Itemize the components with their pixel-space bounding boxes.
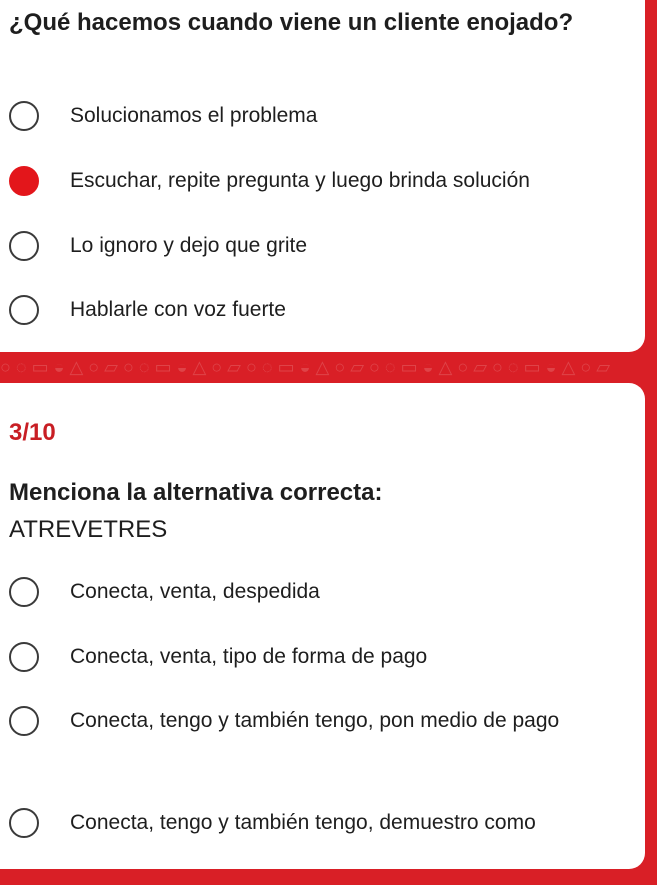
question-counter: 3/10 bbox=[9, 419, 56, 446]
question-card-2 bbox=[0, 383, 645, 869]
radio-button-icon[interactable] bbox=[9, 577, 39, 607]
radio-button-selected-icon[interactable] bbox=[9, 166, 39, 196]
answer-option-5[interactable] bbox=[9, 574, 637, 610]
radio-button-icon[interactable] bbox=[9, 706, 39, 736]
question-2-title: Menciona la alternativa correcta: bbox=[9, 479, 383, 506]
answer-option-4[interactable] bbox=[9, 292, 637, 328]
answer-option-6[interactable] bbox=[9, 639, 637, 675]
question-2-subtitle: ATREVETRES bbox=[9, 516, 168, 543]
answer-option-label: Conecta, tengo y también tengo, demuestro como bbox=[70, 811, 536, 834]
radio-button-icon[interactable] bbox=[9, 808, 39, 838]
question-1-title: ¿Qué hacemos cuando viene un cliente enojado? bbox=[9, 9, 574, 36]
answer-option-7[interactable] bbox=[9, 703, 637, 739]
radio-button-icon[interactable] bbox=[9, 642, 39, 672]
answer-option-label: Solucionamos el problema bbox=[70, 104, 318, 127]
answer-option-2[interactable] bbox=[9, 163, 637, 199]
answer-option-label: Hablarle con voz fuerte bbox=[70, 298, 286, 321]
answer-option-label: Lo ignoro y dejo que grite bbox=[70, 234, 307, 257]
answer-option-label: Conecta, tengo y también tengo, pon medio de pago bbox=[70, 709, 560, 732]
radio-button-icon[interactable] bbox=[9, 101, 39, 131]
answer-option-label: Conecta, venta, tipo de forma de pago bbox=[70, 645, 428, 668]
answer-option-1[interactable] bbox=[9, 98, 637, 134]
decorative-pattern: ○ ◌ ▭ ◒ △ ○ ▱ ○ ◌ ▭ ◒ △ ○ ▱ ○ ◌ ▭ ◒ △ ○ ▱ ○ ◌ ▭ ◒ △ ○ ▱ ○ ◌ ▭ ◒ △ ○ ▱ bbox=[0, 357, 611, 377]
answer-option-8[interactable] bbox=[9, 805, 637, 841]
answer-option-3[interactable] bbox=[9, 228, 637, 264]
radio-button-icon[interactable] bbox=[9, 295, 39, 325]
answer-option-label: Escuchar, repite pregunta y luego brinda solución bbox=[70, 169, 530, 192]
radio-button-icon[interactable] bbox=[9, 231, 39, 261]
answer-option-label: Conecta, venta, despedida bbox=[70, 580, 320, 603]
